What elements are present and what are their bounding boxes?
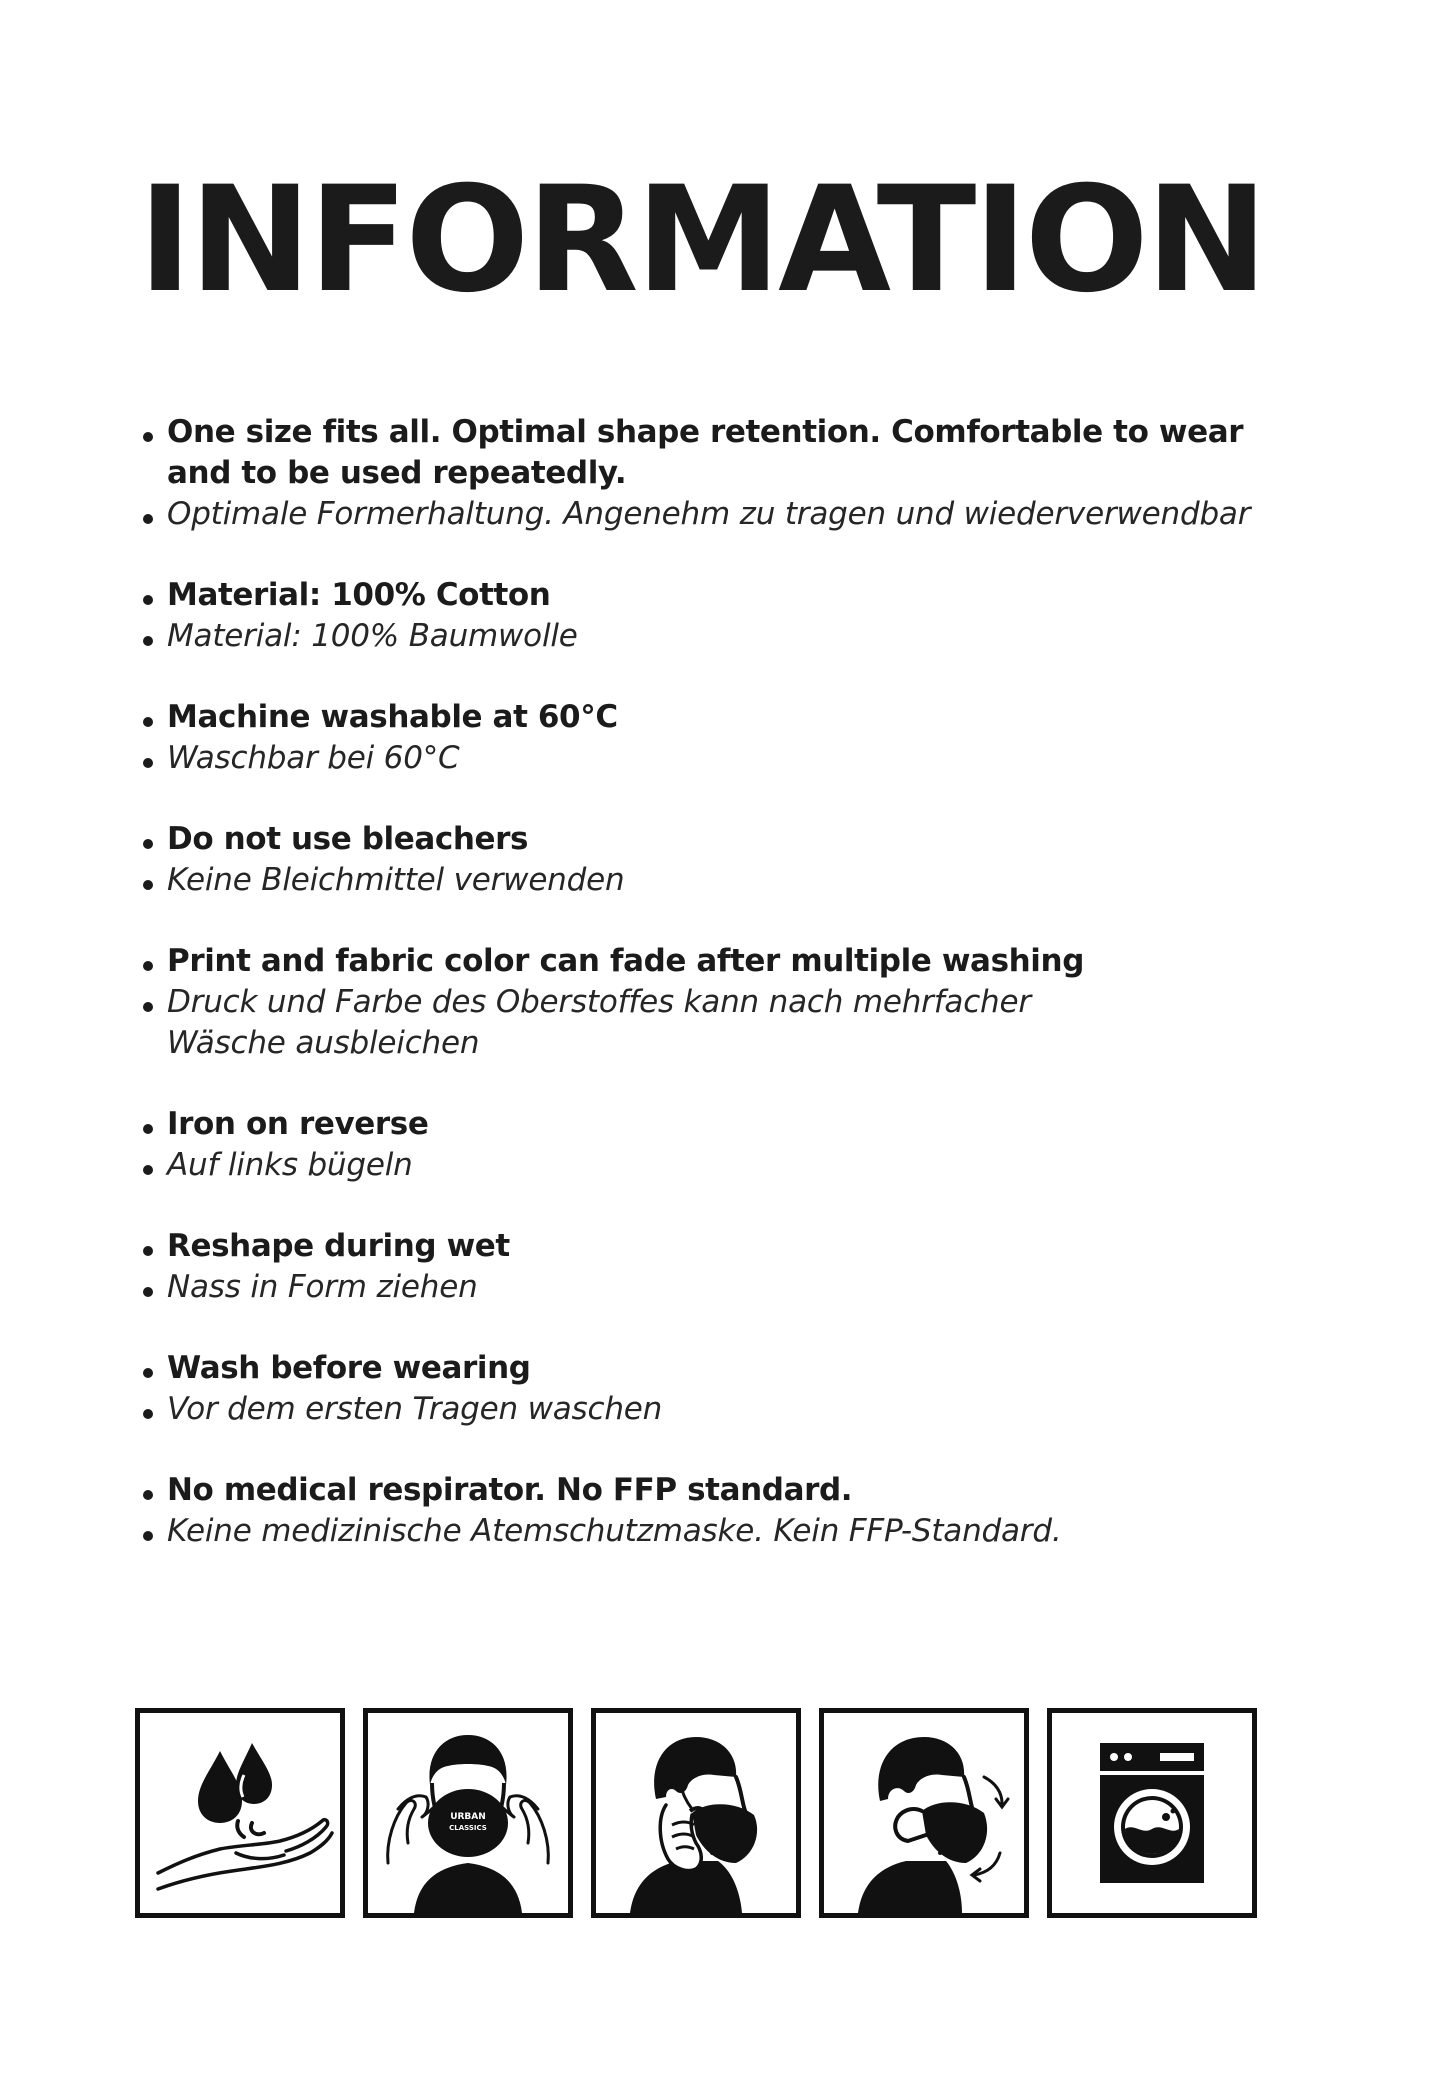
info-english-text: Wash before wearing bbox=[140, 1348, 1300, 1389]
info-item-reshape bbox=[140, 1226, 1300, 1308]
instruction-icons bbox=[135, 1708, 1270, 1918]
info-item-wash-before bbox=[140, 1348, 1300, 1430]
hand-wash-icon bbox=[135, 1708, 345, 1918]
info-german-text: Auf links bügeln bbox=[140, 1145, 1300, 1186]
info-list bbox=[140, 412, 1300, 1592]
info-item-color-fade bbox=[140, 941, 1300, 1064]
info-german-text: Vor dem ersten Tragen waschen bbox=[140, 1389, 1300, 1430]
info-german-text: Nass in Form ziehen bbox=[140, 1267, 1300, 1308]
info-english-text: One size fits all. Optimal shape retention. Comfortable to wear and to be used repeatedly. bbox=[140, 412, 1300, 494]
info-german-text: Optimale Formerhaltung. Angenehm zu tragen und wiederverwendbar bbox=[140, 494, 1300, 535]
info-english-text: Reshape during wet bbox=[140, 1226, 1300, 1267]
mask-print-urban: URBAN bbox=[450, 1812, 486, 1822]
info-german-text: Druck und Farbe des Oberstoffes kann nach mehrfacher Wäsche ausbleichen bbox=[140, 982, 1047, 1064]
info-item-material bbox=[140, 575, 1300, 657]
washing-machine-icon bbox=[1047, 1708, 1257, 1918]
info-item-no-medical bbox=[140, 1470, 1300, 1552]
info-german-text: Keine medizinische Atemschutzmaske. Kein FFP-Standard. bbox=[140, 1511, 1300, 1552]
info-english-text: Machine washable at 60°C bbox=[140, 697, 1300, 738]
info-english-text: Iron on reverse bbox=[140, 1104, 1300, 1145]
info-item-iron bbox=[140, 1104, 1300, 1186]
mask-print-classics: CLASSICS bbox=[449, 1824, 487, 1832]
mask-fit-check-icon bbox=[819, 1708, 1029, 1918]
info-english-text: Do not use bleachers bbox=[140, 819, 1300, 860]
info-german-text: Keine Bleichmittel verwenden bbox=[140, 860, 1300, 901]
adjust-mask-icon bbox=[591, 1708, 801, 1918]
info-english-text: Print and fabric color can fade after multiple washing bbox=[140, 941, 1300, 982]
info-english-text: Material: 100% Cotton bbox=[140, 575, 1300, 616]
info-item-no-bleach bbox=[140, 819, 1300, 901]
info-item-washable bbox=[140, 697, 1300, 779]
page-title: INFORMATION bbox=[138, 155, 1265, 325]
info-item-one-size bbox=[140, 412, 1300, 535]
info-english-text: No medical respirator. No FFP standard. bbox=[140, 1470, 1300, 1511]
info-german-text: Waschbar bei 60°C bbox=[140, 738, 1300, 779]
put-on-mask-icon bbox=[363, 1708, 573, 1918]
info-german-text: Material: 100% Baumwolle bbox=[140, 616, 1300, 657]
